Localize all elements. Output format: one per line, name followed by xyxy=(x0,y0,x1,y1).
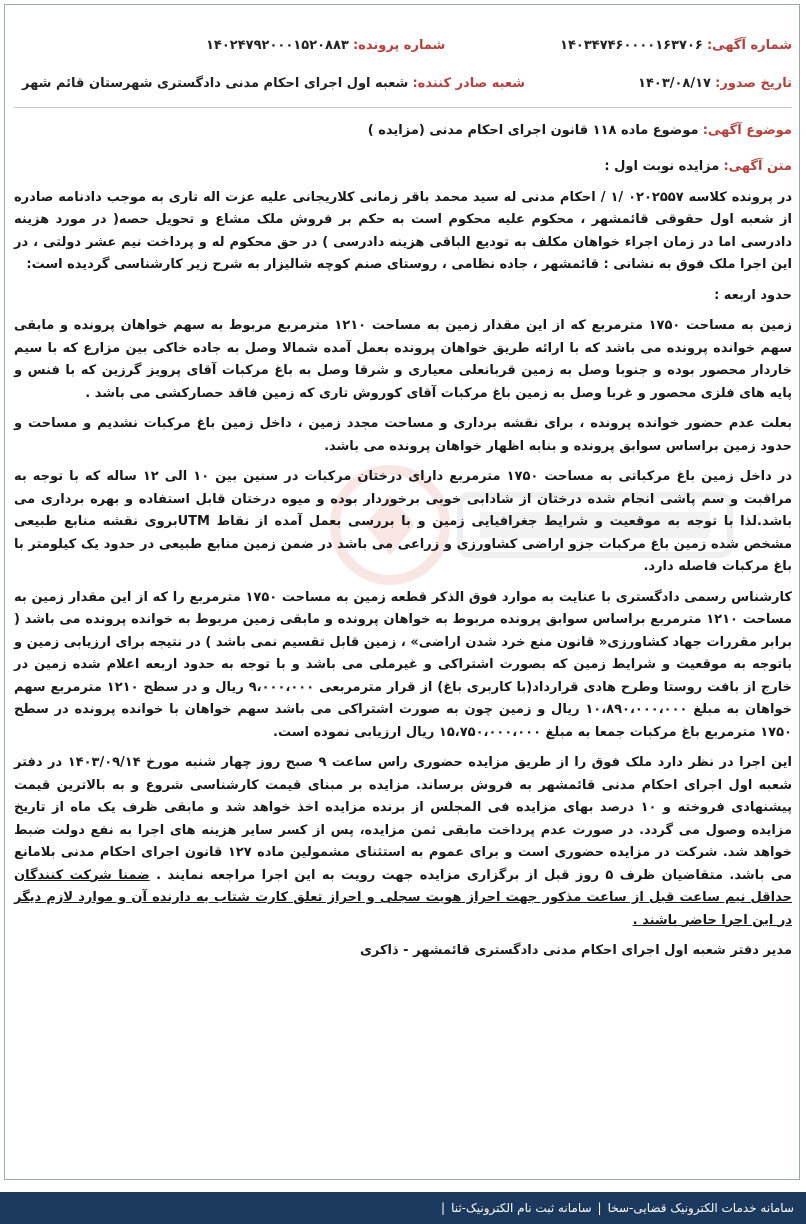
paragraph-case-intro: در پرونده کلاسه ۰۲۰۲۵۵۷ /۱ / احکام مدنی له سید محمد باقر زمانی کلاریجانی علیه عزت اله تاری به موجب دادنامه صادره از شعبه اول حقوقی قائمشهر ، محکوم علیه محکوم است به حکم بر فروش ملک مشاع و تحویل حصه( در مورد هزینه دادرسی اما در زمان اجراء خواهان مکلف به تودیع الباقی هزینه دادرسی ) در حق محکوم له و پرداخت نیم عشر دولتی ، در این اجرا ملک فوق به نشانی : قائمشهر ، جاده نظامی ، روستای صنم کوچه شالیزار به شرح زیر کارشناسی گردیده است: xyxy=(14,189,792,272)
paragraph-absence: بعلت عدم حضور خوانده پرونده ، برای نقشه برداری و مساحت مجدد زمین ، داخل زمین باغ مرکبات نشدیم و مساحت و حدود زمین براساس سوابق پرونده و بنابه اظهار خواهان پرونده می باشد. xyxy=(14,416,792,454)
paragraph-garden: در داخل زمین باغ مرکباتی به مساحت ۱۷۵۰ مترمربع دارای درختان مرکبات در سنین بین ۱۰ الی ۱۲ ساله که با توجه به مراقبت و سم پاشی انجام شده درختان از شادابی خوبی برخوردار بوده و میوه درختان قابل استفاده و بهره برداری می باشد.لذا با توجه به موقعیت و شرایط جغرافیایی زمین و با بررسی بعمل آمده از نقاط UTMبروی نقشه منابع طبیعی مشخص شده زمین باغ مرکبات جزو اراضی کشاورزی و زراعی می باشد در ضمن زمین منابع طبیعی در حدود یک کیلومتر با باغ مرکبات فاصله دارد. xyxy=(14,469,792,574)
header-divider xyxy=(14,107,792,108)
footer-link-sakha[interactable]: سامانه خدمات الکترونیک قضایی-سخا xyxy=(607,1201,794,1215)
issue-date: تاریخ صدور: ۱۴۰۳/۰۸/۱۷ xyxy=(638,76,792,91)
signature: مدیر دفتر شعبه اول اجرای احکام مدنی دادگستری قائمشهر - ذاکری xyxy=(359,943,792,958)
footer-bar xyxy=(0,1192,806,1224)
borders-heading: حدود اربعه : xyxy=(714,287,792,303)
notice-subject: موضوع آگهی: موضوع ماده ۱۱۸ قانون اجرای احکام مدنی (مزایده ) xyxy=(367,123,792,138)
paragraph-auction: این اجرا در نظر دارد ملک فوق را از طریق مزایده حضوری راس ساعت ۹ صبح روز چهار شنبه مورخ ۱۴۰۳/۰۹/۱۴ در دفتر شعبه اول اجرای احکام مدنی قائمشهر به فروش برساند. مزایده بر مبنای قیمت کارشناسی شروع و به بالاترین قیمت پیشنهادی فروخته و ۱۰ درصد بهای مزایده فی المجلس از برنده مزایده اخذ خواهد شد و مابقی ظرف یک ماه از تاریخ مزایده وصول می گردد. در صورت عدم پرداخت مابقی ثمن مزایده، پس از کسر سایر هزینه های اجرا به نفع دولت ضبط خواهد شد. شرکت در مزایده حضوری است و برای عموم به استثنای مشمولین ماده ۱۲۷ قانون اجرای احکام مدنی بلامانع می باشد. متقاضیان ظرف ۵ روز قبل از برگزاری مزایده جهت رویت به این اجرا مراجعه نمایند . ضمنا شرکت کنندگان حداقل نیم ساعت قبل از ساعت مذکور جهت احراز هویت سجلی و احراز تعلق کارت شتاب به دارنده آن و موارد لازم دیگر در این اجرا حاضر باشند . xyxy=(14,755,793,928)
footer-divider-end: | xyxy=(441,1201,446,1215)
paragraph-borders: زمین به مساحت ۱۷۵۰ مترمربع که از این مقدار زمین به مساحت ۱۲۱۰ مترمربع مربوط به سهم خواهان پرونده و مابقی سهم خوانده پرونده می باشد که با ارائه طریق خواهان پرونده بعمل آمده شمالا وصل به جاده خاکی بین مزارع که با سیم خاردار محصور بوده و جنوبا وصل به زمین قربانعلی معیاری و شرقا وصل به باغ مرکبات آقای پرویز گرزین که با فنس و پایه های فلزی محصور و غربا وصل به زمین باغ مرکبات آقای کوروش تاری که زمین فاقد حصارکشی می باشد . xyxy=(14,318,793,401)
paragraph-valuation: کارشناس رسمی دادگستری با عنایت به موارد فوق الذکر قطعه زمین به مساحت ۱۷۵۰ مترمربع را که از این مقدار زمین به مساحت ۱۲۱۰ مترمربع براساس سوابق پرونده مربوط به خواهان پرونده و مابقی زمین مربوط به خوانده پرونده می باشد ( برابر مقررات جهاد کشاورزی« قانون منع خرد شدن اراضی» ، زمین قابل تقسیم نمی باشد ) در نتیجه برای ارزیابی زمین و باتوجه به موقعیت و شرایط زمین که بصورت اشتراکی و غیرملی می باشد و با توجه به حدود اربعه اعلام شده زمین در خارج از بافت روستا وطرح هادی قرارداد(با کاربری باغ) از قرار مترمربعی ۹،۰۰۰،۰۰۰ ریال و در سطح ۱۲۱۰ مترمربع سهم خواهان به مبلغ ۱۰،۸۹۰،۰۰۰،۰۰۰ ریال و زمین چون به صورت اشتراکی می باشد سهم خواهان با خوانده پرونده در سطح ۱۷۵۰ مترمربع باغ مرکبات جمعا به مبلغ ۱۵،۷۵۰،۰۰۰،۰۰۰ ریال ارزیابی نموده است. xyxy=(14,589,793,740)
footer-link-sana[interactable]: سامانه ثبت نام الکترونیک-ثنا xyxy=(451,1201,592,1215)
notice-body: متن آگهی: مزایده نوبت اول : در پرونده کلاسه ۰۲۰۲۵۵۷ /۱ / احکام مدنی له سید محمد باقر زمانی کلاریجانی علیه عزت اله تاری به موجب دادنامه صادره از شعبه اول حقوقی قائمشهر ، محکوم علیه محکوم است به حکم بر فروش ملک مشاع و تحویل حصه( در مورد هزینه دادرسی اما در زمان اجراء خواهان مکلف به تودیع الباقی هزینه دادرسی ) در حق محکوم له و پرداخت نیم عشر دولتی ، در این اجرا ملک فوق به نشانی : قائمشهر ، جاده نظامی ، روستای صنم کوچه شالیزار به شرح زیر کارشناسی گردیده است: حدود اربعه : زمین به مساحت ۱۷۵۰ مترمربع که از این مقدار زمین به مساحت ۱۲۱۰ مترمربع مربوط به سهم خواهان پرونده و مابقی سهم خوانده پرونده می باشد که با ارائه طریق خواهان پرونده بعمل آمده شمالا وصل به جاده خاکی بین مزارع که با سیم خاردار محصور بوده و جنوبا وصل به زمین قربانعلی معیاری و شرقا وصل به باغ مرکبات آقای پرویز گرزین که با فنس و پایه های فلزی محصور و غربا وصل به زمین باغ مرکبات آقای کوروش تاری که زمین فاقد حصارکشی می باشد . بعلت عدم حضور خوانده پرونده ، برای نقشه برداری و مساحت مجدد زمین ، داخل زمین باغ مرکبات نشدیم و مساحت و حدود زمین براساس سوابق پرونده و بنابه اظهار خواهان پرونده می باشد. در داخل زمین باغ مرکباتی به مساحت ۱۷۵۰ مترمربع دارای درختان مرکبات در سنین بین ۱۰ الی ۱۲ ساله که با توجه به مراقبت و سم پاشی انجام شده درختان از شادابی خوبی برخوردار بوده و میوه درختان قابل استفاده و بهره برداری می باشد.لذا با توجه به موقعیت و شرایط جغرافیایی زمین و با بررسی بعمل آمده از نقاط UTMبروی نقشه منابع طبیعی مشخص شده زمین باغ مرکبات جزو اراضی کشاورزی و زراعی می باشد در ضمن زمین منابع طبیعی در حدود یک کیلومتر با باغ مرکبات فاصله دارد. کارشناس رسمی دادگستری با عنایت به موارد فوق الذکر قطعه زمین به مساحت ۱۷۵۰ مترمربع را که از این مقدار زمین به مساحت ۱۲۱۰ مترمربع براساس سوابق پرونده مربوط به خواهان پرونده و مابقی زمین مربوط به خوانده پرونده می باشد ( برابر مقررات جهاد کشاورزی« قانون منع خرد شدن اراضی» ، زمین قابل تقسیم نمی باشد ) در نتیجه برای ارزیابی زمین و باتوجه به موقعیت و شرایط زمین که بصورت اشتراکی و غیرملی می باشد و با توجه به حدود اربعه اعلام شده زمین در خارج از بافت روستا وطرح هادی قرارداد(با کاربری باغ) از قرار مترمربعی ۹،۰۰۰،۰۰۰ ریال و در سطح ۱۲۱۰ مترمربع سهم خواهان به مبلغ ۱۰،۸۹۰،۰۰۰،۰۰۰ ریال و زمین چون به صورت اشتراکی می باشد سهم خواهان با خوانده پرونده در سطح ۱۷۵۰ مترمربع باغ مرکبات جمعا به مبلغ ۱۵،۷۵۰،۰۰۰،۰۰۰ ریال ارزیابی نموده است. این اجرا در نظر دارد ملک فوق را از طریق مزایده حضوری راس ساعت ۹ صبح روز چهار شنبه مورخ ۱۴۰۳/۰۹/۱۴ در دفتر شعبه اول اجرای احکام مدنی قائمشهر به فروش برساند. مزایده بر مبنای قیمت کارشناسی شروع و به بالاترین قیمت پیشنهادی فروخته و ۱۰ درصد بهای مزایده فی المجلس از برنده مزایده اخذ خواهد شد و مابقی ظرف یک ماه از تاریخ مزایده وصول می گردد. در صورت عدم پرداخت مابقی ثمن مزایده، پس از کسر سایر هزینه های اجرا به نفع دولت ضبط خواهد شد. شرکت در مزایده حضوری است و برای عموم به استثنای مشمولین ماده ۱۲۷ قانون اجرای احکام مدنی بلامانع می باشد. متقاضیان ظرف ۵ روز قبل از برگزاری مزایده جهت رویت به این اجرا مراجعه نمایند . ضمنا شرکت کنندگان حداقل نیم ساعت قبل از ساعت مذکور جهت احراز هویت سجلی و احراز تعلق کارت شتاب به دارنده آن و موارد لازم دیگر در این اجرا حاضر باشند . مدیر دفتر شعبه اول اجرای احکام مدنی دادگستری قائمشهر - ذاکری xyxy=(14,156,792,963)
notice-number: شماره آگهی: ۱۴۰۳۴۷۴۶۰۰۰۰۱۶۳۷۰۶ xyxy=(560,38,792,53)
attendance-notice: ضمنا شرکت کنندگان حداقل نیم ساعت قبل از ساعت مذکور جهت احراز هویت سجلی و احراز تعلق کارت شتاب به دارنده آن و موارد لازم دیگر در این اجرا حاضر باشند . xyxy=(14,867,792,928)
case-number: شماره پرونده: ۱۴۰۲۴۷۹۲۰۰۰۱۵۲۰۸۸۳ xyxy=(206,38,446,53)
issuing-branch: شعبه صادر کننده: شعبه اول اجرای احکام مدنی دادگستری شهرستان قائم شهر xyxy=(22,76,526,91)
footer-divider: | xyxy=(597,1201,602,1215)
